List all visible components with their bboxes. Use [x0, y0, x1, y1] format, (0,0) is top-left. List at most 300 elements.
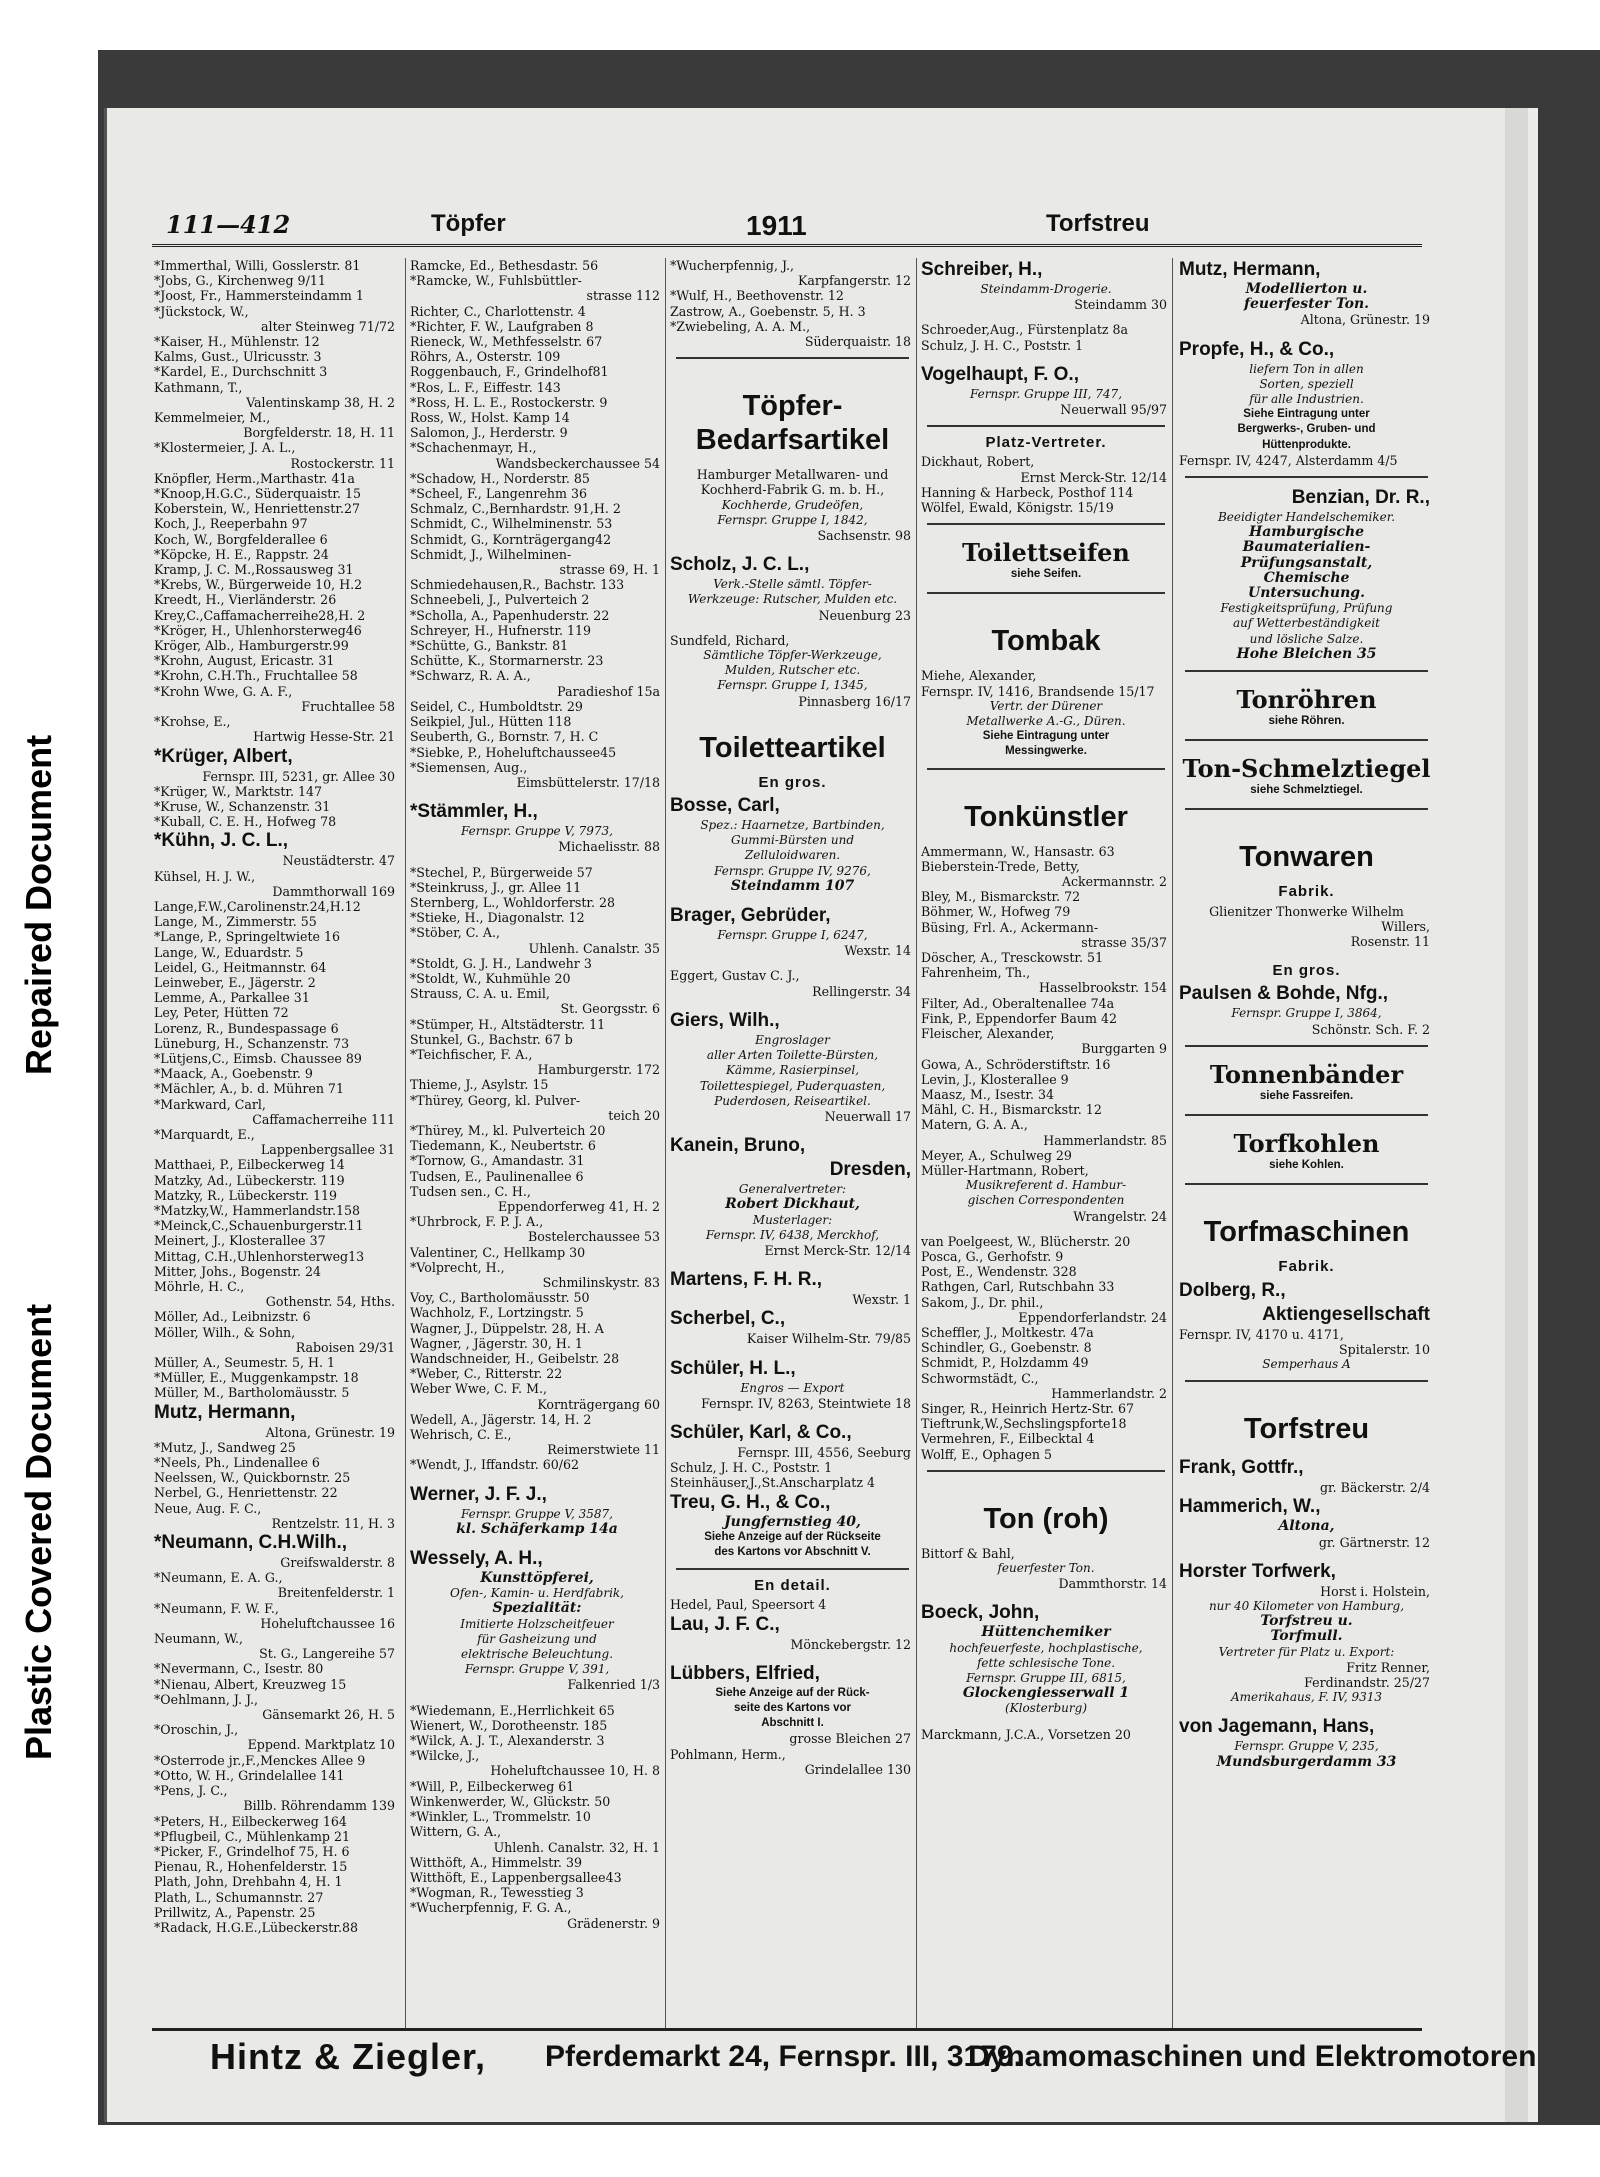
directory-entry: Koberstein, W., Henriettenstr.27 [154, 501, 360, 517]
directory-entry: Ofen-, Kamin- u. Herdfabrik, [449, 1586, 624, 1601]
directory-entry: Scheffler, J., Moltkestr. 47a [921, 1324, 1094, 1340]
directory-entry: *Volprecht, H., [410, 1259, 505, 1275]
directory-entry: *Immerthal, Willi, Gosslerstr. 81 [154, 258, 361, 273]
directory-entry: Wrangelstr. 24 [1073, 1208, 1167, 1224]
directory-entry: *Pflugbeil, C., Mühlenkamp 21 [154, 1828, 350, 1844]
directory-entry: Puderdosen, Reiseartikel. [714, 1093, 871, 1108]
cross-reference: siehe Seifen. [1010, 568, 1082, 581]
company-name: Dolberg, R., [1179, 1279, 1286, 1301]
subcategory-label: En gros. [758, 774, 827, 791]
spacer [1179, 1550, 1434, 1560]
directory-entry: Posca, G., Gerhofstr. 9 [921, 1248, 1064, 1264]
directory-entry: auf Wetterbeständigkeit [1233, 616, 1380, 631]
directory-entry: Lange, M., Zimmerstr. 55 [154, 914, 317, 930]
directory-entry: Mundsburgerdamm 33 [1216, 1754, 1397, 1770]
directory-entry: Hamburgische [1248, 525, 1365, 541]
repaired-document-label: Repaired Document [18, 734, 59, 1075]
category-heading: Torfmaschinen [1203, 1216, 1410, 1249]
directory-entry: Weber Wwe, C. F. M., [410, 1381, 547, 1397]
directory-entry: Schmidt, J., Wilhelminen- [410, 546, 572, 562]
company-name: Hammerich, W., [1179, 1496, 1321, 1518]
company-name: Lau, J. F. C., [670, 1613, 780, 1635]
directory-entry: Neue, Aug. F. C., [154, 1500, 262, 1516]
directory-entry: Kramp, J. C. M.,Rossausweg 31 [154, 562, 354, 578]
directory-entry: Kathmann, T., [154, 379, 243, 395]
directory-entry: grosse Bleichen 27 [789, 1731, 911, 1747]
directory-entry: hochfeuerfeste, hochplastische, [949, 1640, 1143, 1655]
directory-entry: Marckmann, J.C.A., Vorsetzen 20 [921, 1726, 1131, 1742]
directory-entry: Hohe Bleichen 35 [1236, 646, 1377, 662]
directory-entry: *Schwarz, R. A. A., [410, 668, 531, 684]
directory-entry: Schneebeli, J., Pulverteich 2 [410, 592, 590, 608]
directory-entry: Wachholz, F., Lortzingstr. 5 [410, 1305, 584, 1321]
divider [1185, 1183, 1428, 1185]
directory-entry: alter Steinweg 71/72 [261, 318, 395, 334]
directory-entry: Grindelallee 130 [804, 1761, 911, 1777]
directory-entry: Ackermannstr. 2 [1061, 874, 1167, 890]
directory-entry: *Siemensen, Aug., [410, 759, 528, 775]
category-heading: Tonröhren [1236, 686, 1377, 715]
divider [676, 1568, 909, 1570]
divider [1185, 739, 1428, 741]
directory-entry: Hammerlandstr. 2 [1051, 1385, 1167, 1401]
directory-entry: Semperhaus A [1262, 1356, 1351, 1371]
directory-entry: *Weber, C., Ritterstr. 22 [410, 1366, 563, 1382]
directory-entry: Greifswalderstr. 8 [280, 1555, 395, 1571]
directory-entry: Fernspr. Gruppe III, 747, [969, 386, 1123, 401]
directory-entry: *Maack, A., Goebenstr. 9 [154, 1066, 313, 1082]
spacer [410, 1473, 664, 1483]
directory-entry: Fernspr. IV, 4170 u. 4171, [1179, 1326, 1344, 1342]
directory-entry: Zelluloidwaren. [744, 848, 841, 863]
directory-entry: Reimerstwiete 11 [547, 1442, 660, 1458]
directory-entry: Sorten, speziell [1259, 376, 1354, 391]
directory-entry: *Neumann, E. A. G., [154, 1570, 283, 1586]
directory-entry: Siehe Anzeige auf der Rück- [715, 1686, 870, 1699]
directory-entry: Neustädterstr. 47 [282, 853, 395, 869]
spacer [1179, 949, 1434, 959]
company-name: Paulsen & Bohde, Nfg., [1179, 983, 1389, 1005]
company-name: *Kühn, J. C. L., [154, 830, 289, 852]
page-gutter-shadow [1505, 108, 1529, 2122]
directory-entry: Dammthorstr. 14 [1058, 1576, 1167, 1592]
directory-entry: Fink, P., Eppendorfer Baum 42 [921, 1010, 1117, 1026]
directory-entry: Lange,F.W.,Carolinenstr.24,H.12 [154, 898, 361, 914]
directory-entry: Imitierte Holzscheitfeuer [460, 1616, 614, 1631]
directory-entry: Witthöft, E., Lappenbergsallee43 [410, 1869, 622, 1885]
directory-entry: feuerfester Ton. [997, 1560, 1095, 1575]
company-name: *Neumann, C.H.Wilh., [154, 1532, 348, 1554]
category-heading: Töpfer-Bedarfsartikel [695, 390, 890, 457]
directory-entry: Willers, [1381, 918, 1430, 934]
directory-entry: Engroslager [755, 1032, 830, 1047]
directory-entry: *Krohn, C.H.Th., Fruchtallee 58 [154, 668, 358, 684]
directory-entry: Caffamacherreihe 111 [252, 1111, 395, 1127]
company-name: Scholz, J. C. L., [670, 554, 810, 576]
directory-entry: Siehe Eintragung unter [1243, 408, 1370, 421]
subcategory-label: En detail. [754, 1578, 831, 1594]
directory-entry: Prüfungsanstalt, [1240, 555, 1373, 571]
directory-entry: Toilettespiegel, Puderquasten, [699, 1078, 886, 1093]
directory-entry: Spez.: Haarnetze, Bartbinden, [700, 818, 885, 833]
directory-entry: Valentinskamp 38, H. 2 [246, 394, 395, 410]
directory-entry: *Wogman, R., Tewesstieg 3 [410, 1885, 584, 1901]
subcategory-label: Platz-Vertreter. [985, 435, 1107, 451]
directory-entry: Kreedt, H., Vierländerstr. 26 [154, 592, 337, 608]
directory-entry: Zastrow, A., Goebenstr. 5, H. 3 [670, 303, 866, 319]
directory-entry: Steindamm 107 [730, 878, 855, 894]
directory-entry: St. Georgsstr. 6 [560, 1001, 660, 1017]
cross-reference: siehe Röhren. [1268, 715, 1345, 728]
directory-entry: Fernspr. Gruppe I, 1842, [717, 512, 868, 527]
company-name: Lübbers, Elfried, [670, 1662, 820, 1684]
directory-entry: Fernspr. IV, 4247, Alsterdamm 4/5 [1179, 452, 1398, 468]
directory-entry: gr. Gärtnerstr. 12 [1318, 1534, 1430, 1550]
directory-entry: *Stieke, H., Diagonalstr. 12 [410, 910, 585, 926]
spacer [670, 709, 915, 719]
spacer [670, 1258, 915, 1268]
section-title: Töpfer [431, 210, 506, 237]
directory-entry: Bostelerchaussee 53 [528, 1229, 660, 1245]
directory-entry: Festigkeitsprüfung, Prüfung [1220, 601, 1393, 616]
spacer [1179, 1193, 1434, 1203]
directory-entry: Müller, A., Seumestr. 5, H. 1 [154, 1355, 336, 1371]
divider [676, 357, 909, 359]
directory-entry: gischen Correspondenten [967, 1193, 1125, 1208]
directory-entry: Wagner, , Jägerstr. 30, H. 1 [410, 1335, 583, 1351]
directory-entry: Raboisen 29/31 [295, 1339, 395, 1355]
directory-entry: Glockengiesserwall 1 [962, 1686, 1130, 1702]
directory-entry: Siehe Anzeige auf der Rückseite [704, 1530, 881, 1543]
directory-entry: Möhrle, H. C., [154, 1279, 245, 1294]
directory-entry: Ross, W., Holst. Kamp 14 [410, 410, 570, 426]
directory-entry: *Will, P., Eilbeckerweg 61 [410, 1778, 575, 1794]
directory-entry: strasse 35/37 [1081, 934, 1167, 950]
directory-entry: Schmiedehausen,R., Bachstr. 133 [410, 577, 625, 593]
directory-entry: Abschnitt I. [761, 1717, 824, 1730]
directory-entry: Möller, Wilh., & Sohn, [154, 1324, 296, 1340]
directory-entry: kl. Schäferkamp 14a [456, 1521, 618, 1537]
cross-reference: siehe Fassreifen. [1259, 1089, 1354, 1102]
directory-entry: Rieneck, W., Methfesselstr. 67 [410, 334, 603, 350]
directory-entry: Witthöft, A., Himmelstr. 39 [410, 1854, 582, 1870]
divider [1185, 1114, 1428, 1116]
directory-entry: *Winkler, L., Trommelstr. 10 [410, 1809, 591, 1825]
directory-entry: *Krohn Wwe, G. A. F., [154, 683, 293, 699]
category-heading: Torfkohlen [1233, 1130, 1380, 1159]
company-name: Horster Torfwerk, [1179, 1560, 1336, 1582]
directory-entry: Fernspr. Gruppe V, 235, [1234, 1739, 1379, 1754]
directory-entry: Vertreter für Platz u. Export: [1218, 1644, 1395, 1659]
company-name: *Stämmler, H., [410, 801, 538, 823]
directory-entry: *Teichfischer, F. A., [410, 1046, 533, 1062]
directory-entry: Süderquaistr. 18 [804, 334, 911, 350]
directory-entry: *Jobs, G., Kirchenweg 9/11 [154, 273, 326, 289]
directory-entry: Tieftrunk,W.,Sechslingspforte18 [921, 1416, 1127, 1432]
spacer [1179, 328, 1434, 338]
company-name: von Jagemann, Hans, [1179, 1716, 1375, 1738]
directory-entry: *Kuball, C. E. H., Hofweg 78 [154, 814, 337, 830]
directory-entry: Neuenburg 23 [818, 607, 911, 623]
directory-entry: Neumann, W., [154, 1631, 244, 1647]
directory-entry: *Uhrbrock, F. P. J. A., [410, 1214, 544, 1230]
directory-entry: *Knoop,H.G.C., Süderquaistr. 15 [154, 486, 362, 502]
spacer [670, 543, 915, 553]
directory-entry: Dickhaut, Robert, [921, 454, 1035, 470]
directory-entry: Rosenstr. 11 [1350, 934, 1430, 950]
directory-entry: Roggenbauch, F., Grindelhof81 [410, 364, 609, 380]
directory-entry: Gänsemarkt 26, H. 5 [262, 1707, 395, 1723]
directory-entry: *Krüger, W., Marktstr. 147 [154, 783, 323, 799]
directory-entry: Amerikahaus, F. IV, 9313 [1230, 1690, 1383, 1705]
directory-entry: des Kartons vor Abschnitt V. [714, 1545, 871, 1558]
directory-entry: Seidel, C., Humboldtstr. 29 [410, 698, 583, 714]
directory-entry: Schmalz, C.,Bernhardstr. 91,H. 2 [410, 501, 621, 517]
company-name: Kanein, Bruno, [670, 1135, 806, 1157]
spacer [670, 1347, 915, 1357]
spacer [921, 1480, 1171, 1490]
spacer [670, 894, 915, 904]
directory-entry: Wagner, J., Düppelstr. 28, H. A [410, 1320, 604, 1336]
directory-entry: Wandsbeckerchaussee 54 [495, 455, 660, 471]
directory-entry: Spezialität: [492, 1601, 582, 1617]
cross-reference: siehe Schmelztiegel. [1250, 784, 1363, 797]
directory-entry: Musterlager: [752, 1212, 833, 1227]
directory-entry: *Matzky,W., Hammerlandstr.158 [154, 1202, 360, 1218]
directory-entry: und lösliche Salze. [1249, 631, 1364, 646]
directory-entry: Michaelisstr. 88 [558, 839, 660, 855]
directory-entry: *Neels, Ph., Lindenallee 6 [154, 1455, 320, 1471]
directory-entry: Hartwig Hesse-Str. 21 [253, 729, 395, 745]
directory-entry: *Joost, Fr., Hammersteindamm 1 [154, 288, 364, 304]
footer-company-name: Hintz & Ziegler, [210, 2036, 487, 2077]
directory-entry: Engros — Export [740, 1380, 845, 1395]
directory-entry: *Köpcke, H. E., Rappstr. 24 [154, 546, 329, 562]
directory-entry: Döscher, A., Tresckowstr. 51 [921, 950, 1104, 966]
directory-entry: *Schachenmayr, H., [410, 440, 537, 456]
directory-entry: Burggarten 9 [1081, 1041, 1167, 1057]
directory-entry: Steindamm 30 [1074, 297, 1167, 313]
divider [1185, 476, 1428, 478]
directory-entry: *Wucherpfennig, F. G. A., [410, 1900, 572, 1916]
spacer [670, 367, 915, 377]
divider [1185, 670, 1428, 672]
directory-entry: Lange, W., Eduardstr. 5 [154, 944, 304, 960]
spacer [670, 1124, 915, 1134]
spacer [921, 1224, 1171, 1234]
directory-entry: Schütte, K., Stormarnerstr. 23 [410, 653, 604, 669]
directory-entry: *Stöber, C. A., [410, 925, 501, 941]
directory-entry: Tiedemann, K., Neubertstr. 6 [410, 1138, 596, 1154]
directory-entry: Ernst Merck-Str. 12/14 [1020, 469, 1167, 485]
directory-entry: Kämme, Rasierpinsel, [725, 1063, 860, 1078]
directory-entry: Fruchtallee 58 [301, 698, 395, 714]
directory-entry: *Nienau, Albert, Kreuzweg 15 [154, 1676, 347, 1692]
directory-entry: Voy, C., Bartholomäusstr. 50 [410, 1290, 590, 1306]
directory-entry: *Lütjens,C., Eimsb. Chaussee 89 [154, 1050, 362, 1066]
directory-entry: Horst i. Holstein, [1320, 1583, 1430, 1599]
spacer [670, 999, 915, 1009]
directory-entry: Filter, Ad., Oberaltenallee 74a [921, 995, 1115, 1011]
spacer [921, 602, 1171, 612]
directory-entry: Matthaei, P., Eilbeckerweg 14 [154, 1157, 345, 1173]
directory-entry: Fernspr. IV, 1416, Brandsende 15/17 [921, 683, 1155, 699]
company-name: Vogelhaupt, F. O., [921, 363, 1079, 385]
directory-entry: Plath, John, Drehbahn 4, H. 1 [154, 1874, 343, 1890]
directory-entry: gr. Bäckerstr. 2/4 [1319, 1480, 1430, 1496]
page-number: 111—412 [166, 210, 291, 239]
directory-entry: *Wilck, A. J. T., Alexanderstr. 3 [410, 1733, 605, 1749]
spacer [921, 1717, 1171, 1727]
directory-entry: *Osterrode jr.,F.,Menckes Allee 9 [154, 1752, 366, 1768]
directory-entry: *Stümper, H., Altstädterstr. 11 [410, 1016, 606, 1032]
directory-entry: Neelssen, W., Quickbornstr. 25 [154, 1470, 351, 1486]
directory-entry: Kaiser Wilhelm-Str. 79/85 [746, 1331, 911, 1347]
directory-entry: Glienitzer Thonwerke Wilhelm [1209, 903, 1404, 919]
directory-entry: Meinert, J., Klosterallee 37 [154, 1233, 326, 1249]
directory-entry: Lorenz, R., Bundespassage 6 [154, 1020, 339, 1036]
directory-entry: Leinweber, E., Jägerstr. 2 [154, 974, 316, 990]
directory-entry: *Lange, P., Springeltwiete 16 [154, 929, 340, 945]
company-name: Schreiber, H., [921, 259, 1043, 280]
directory-entry: Meyer, A., Schulweg 29 [921, 1147, 1072, 1163]
spacer [410, 790, 664, 800]
category-heading: Tombak [991, 625, 1101, 658]
directory-entry: fette schlesische Tone. [976, 1655, 1116, 1670]
directory-entry: *Neumann, F. W. F., [154, 1600, 279, 1616]
directory-entry: Paradieshof 15a [557, 683, 660, 699]
directory-entry: Levin, J., Klosterallee 9 [921, 1071, 1069, 1087]
directory-entry: Lüneburg, H., Schanzenstr. 73 [154, 1035, 350, 1051]
directory-entry: Rathgen, Carl, Rutschbahn 33 [921, 1279, 1115, 1295]
directory-entry: *Stoldt, G. J. H., Landwehr 3 [410, 955, 592, 971]
directory-entry: *Peters, H., Eilbeckerweg 164 [154, 1813, 347, 1829]
directory-entry: Müller-Hartmann, Robert, [921, 1162, 1089, 1178]
directory-entry: Fernspr. III, 4556, Seeburg [737, 1444, 911, 1460]
directory-entry: Fernspr. Gruppe V, 391, [464, 1662, 610, 1677]
category-heading: Tonkünstler [964, 800, 1128, 833]
category-heading: Toiletteartikel [699, 731, 886, 764]
directory-entry: Krey,C.,Caffamacherreihe28,H. 2 [154, 607, 366, 623]
company-name: Bosse, Carl, [670, 795, 780, 817]
directory-entry: Kochherde, Grudeöfen, [721, 497, 864, 512]
directory-entry: Ley, Peter, Hütten 72 [154, 1005, 289, 1021]
directory-entry: Fernspr. Gruppe V, 7973, [460, 824, 613, 839]
directory-entry: Matzky, Ad., Lübeckerstr. 119 [154, 1172, 345, 1188]
directory-entry: elektrische Beleuchtung. [460, 1647, 614, 1662]
directory-entry: Hoheluftchaussee 16 [260, 1615, 395, 1631]
directory-entry: teich 20 [608, 1107, 660, 1123]
directory-entry: *Scheel, F., Langenrehm 36 [410, 486, 587, 502]
directory-entry: Vermehren, F., Eilbecktal 4 [921, 1431, 1095, 1447]
directory-entry: Müller, M., Bartholomäusstr. 5 [154, 1385, 350, 1401]
directory-entry: Untersuchung. [1248, 586, 1365, 602]
directory-entry: *Mutz, J., Sandweg 25 [154, 1439, 296, 1455]
category-heading: Tonwaren [1239, 841, 1374, 874]
company-name: Benzian, Dr. R., [1291, 487, 1430, 509]
next-section-title: Torfstreu [1046, 210, 1150, 237]
category-heading: Ton (roh) [983, 1502, 1109, 1535]
company-name: Treu, G. H., & Co., [670, 1491, 831, 1513]
directory-entry: Wexstr. 1 [852, 1292, 911, 1308]
subcategory-label: En gros. [1272, 963, 1341, 979]
directory-entry: Wehrisch, C. E., [410, 1427, 512, 1443]
company-name: Boeck, John, [921, 1602, 1040, 1624]
divider [927, 1470, 1165, 1472]
directory-entry: Böhmer, W., Hofweg 79 [921, 904, 1071, 920]
company-name: Schüler, H. L., [670, 1357, 796, 1379]
category-heading: Tonnenbänder [1209, 1060, 1404, 1089]
footer-address: Pferdemarkt 24, Fernspr. III, 3179. [545, 2040, 1022, 2073]
directory-entry: Eppendorferlandstr. 24 [1018, 1309, 1167, 1325]
company-name: Mutz, Hermann, [1179, 259, 1321, 280]
directory-entry: Büsing, Frl. A., Ackermann- [921, 919, 1099, 935]
directory-entry: Wedell, A., Jägerstr. 14, H. 2 [410, 1411, 592, 1427]
directory-entry: Grädenerstr. 9 [567, 1915, 660, 1931]
company-name: Wessely, A. H., [410, 1548, 543, 1570]
directory-entry: Koch, J., Reeperbahn 97 [154, 516, 308, 532]
directory-entry: *Thürey, Georg, kl. Pulver- [410, 1092, 581, 1108]
directory-entry: Hüttenchemiker [981, 1625, 1111, 1641]
directory-entry: Eppend. Marktplatz 10 [247, 1737, 395, 1753]
directory-entry: Thieme, J., Asylstr. 15 [410, 1077, 549, 1093]
spacer [670, 1411, 915, 1421]
directory-entry: Torfstreu u. [1260, 1614, 1353, 1630]
directory-entry: Fernspr. Gruppe IV, 9276, [714, 863, 871, 878]
company-name: Dresden, [829, 1159, 911, 1181]
footer-products: Dynamomaschinen und Elektromotoren [968, 2040, 1537, 2073]
directory-entry: *Picker, F., Grindelhof 75, H. 6 [154, 1843, 350, 1859]
column-4 [916, 258, 1171, 2028]
directory-entry: Karpfangerstr. 12 [797, 273, 911, 289]
directory-entry: Kornträgergang 60 [537, 1396, 660, 1412]
directory-entry: *Wiedemann, E.,Herrlichkeit 65 [410, 1702, 615, 1718]
divider [927, 523, 1165, 525]
directory-entry: Fernspr. IV, 6438, Merckhof, [705, 1227, 880, 1242]
directory-entry: Beeidigter Handelschemiker. [1217, 510, 1396, 525]
directory-entry: Steinhäuser,J.,St.Anscharplatz 4 [670, 1475, 876, 1491]
directory-entry: *Kaiser, H., Mühlenstr. 12 [154, 334, 320, 350]
company-name: Aktiengesellschaft [1262, 1303, 1430, 1325]
directory-entry: Wolff, E., Ophagen 5 [921, 1446, 1053, 1462]
directory-entry: Hamburger Metallwaren- und [696, 467, 889, 483]
divider [927, 425, 1165, 427]
directory-entry: Plath, L., Schumannstr. 27 [154, 1889, 324, 1905]
directory-entry: für alle Industrien. [1249, 392, 1364, 407]
directory-entry: Eimsbüttelerstr. 17/18 [516, 774, 660, 790]
directory-entry: Gothenstr. 54, Hths. [265, 1294, 395, 1310]
directory-entry: strasse 112 [586, 288, 660, 304]
divider [1185, 808, 1428, 810]
divider [1185, 1380, 1428, 1382]
directory-entry: Pinnasberg 16/17 [798, 693, 911, 709]
directory-entry: Kühsel, H. J. W., [154, 868, 256, 884]
directory-entry: Ammermann, W., Hansastr. 63 [921, 843, 1115, 859]
divider [927, 768, 1165, 770]
directory-entry: Wandschneider, H., Geibelstr. 28 [410, 1351, 620, 1367]
directory-entry: Matzky, R., Lübeckerstr. 119 [154, 1187, 338, 1203]
directory-entry: Tudsen sen., C. H., [410, 1183, 531, 1199]
directory-entry: Metallwerke A.-G., Düren. [966, 714, 1126, 729]
directory-entry: Schindler, G., Goebenstr. 8 [921, 1340, 1092, 1356]
company-name: Schüler, Karl, & Co., [670, 1421, 852, 1443]
directory-entry: *Krohn, August, Ericastr. 31 [154, 653, 335, 669]
directory-entry: Kochherd-Fabrik G. m. b. H., [700, 482, 885, 498]
company-name: Brager, Gebrüder, [670, 905, 831, 927]
category-heading: Toilettseifen [962, 539, 1130, 568]
company-name: Propfe, H., & Co., [1179, 338, 1335, 360]
directory-entry: aller Arten Toilette-Bürsten, [706, 1048, 879, 1063]
